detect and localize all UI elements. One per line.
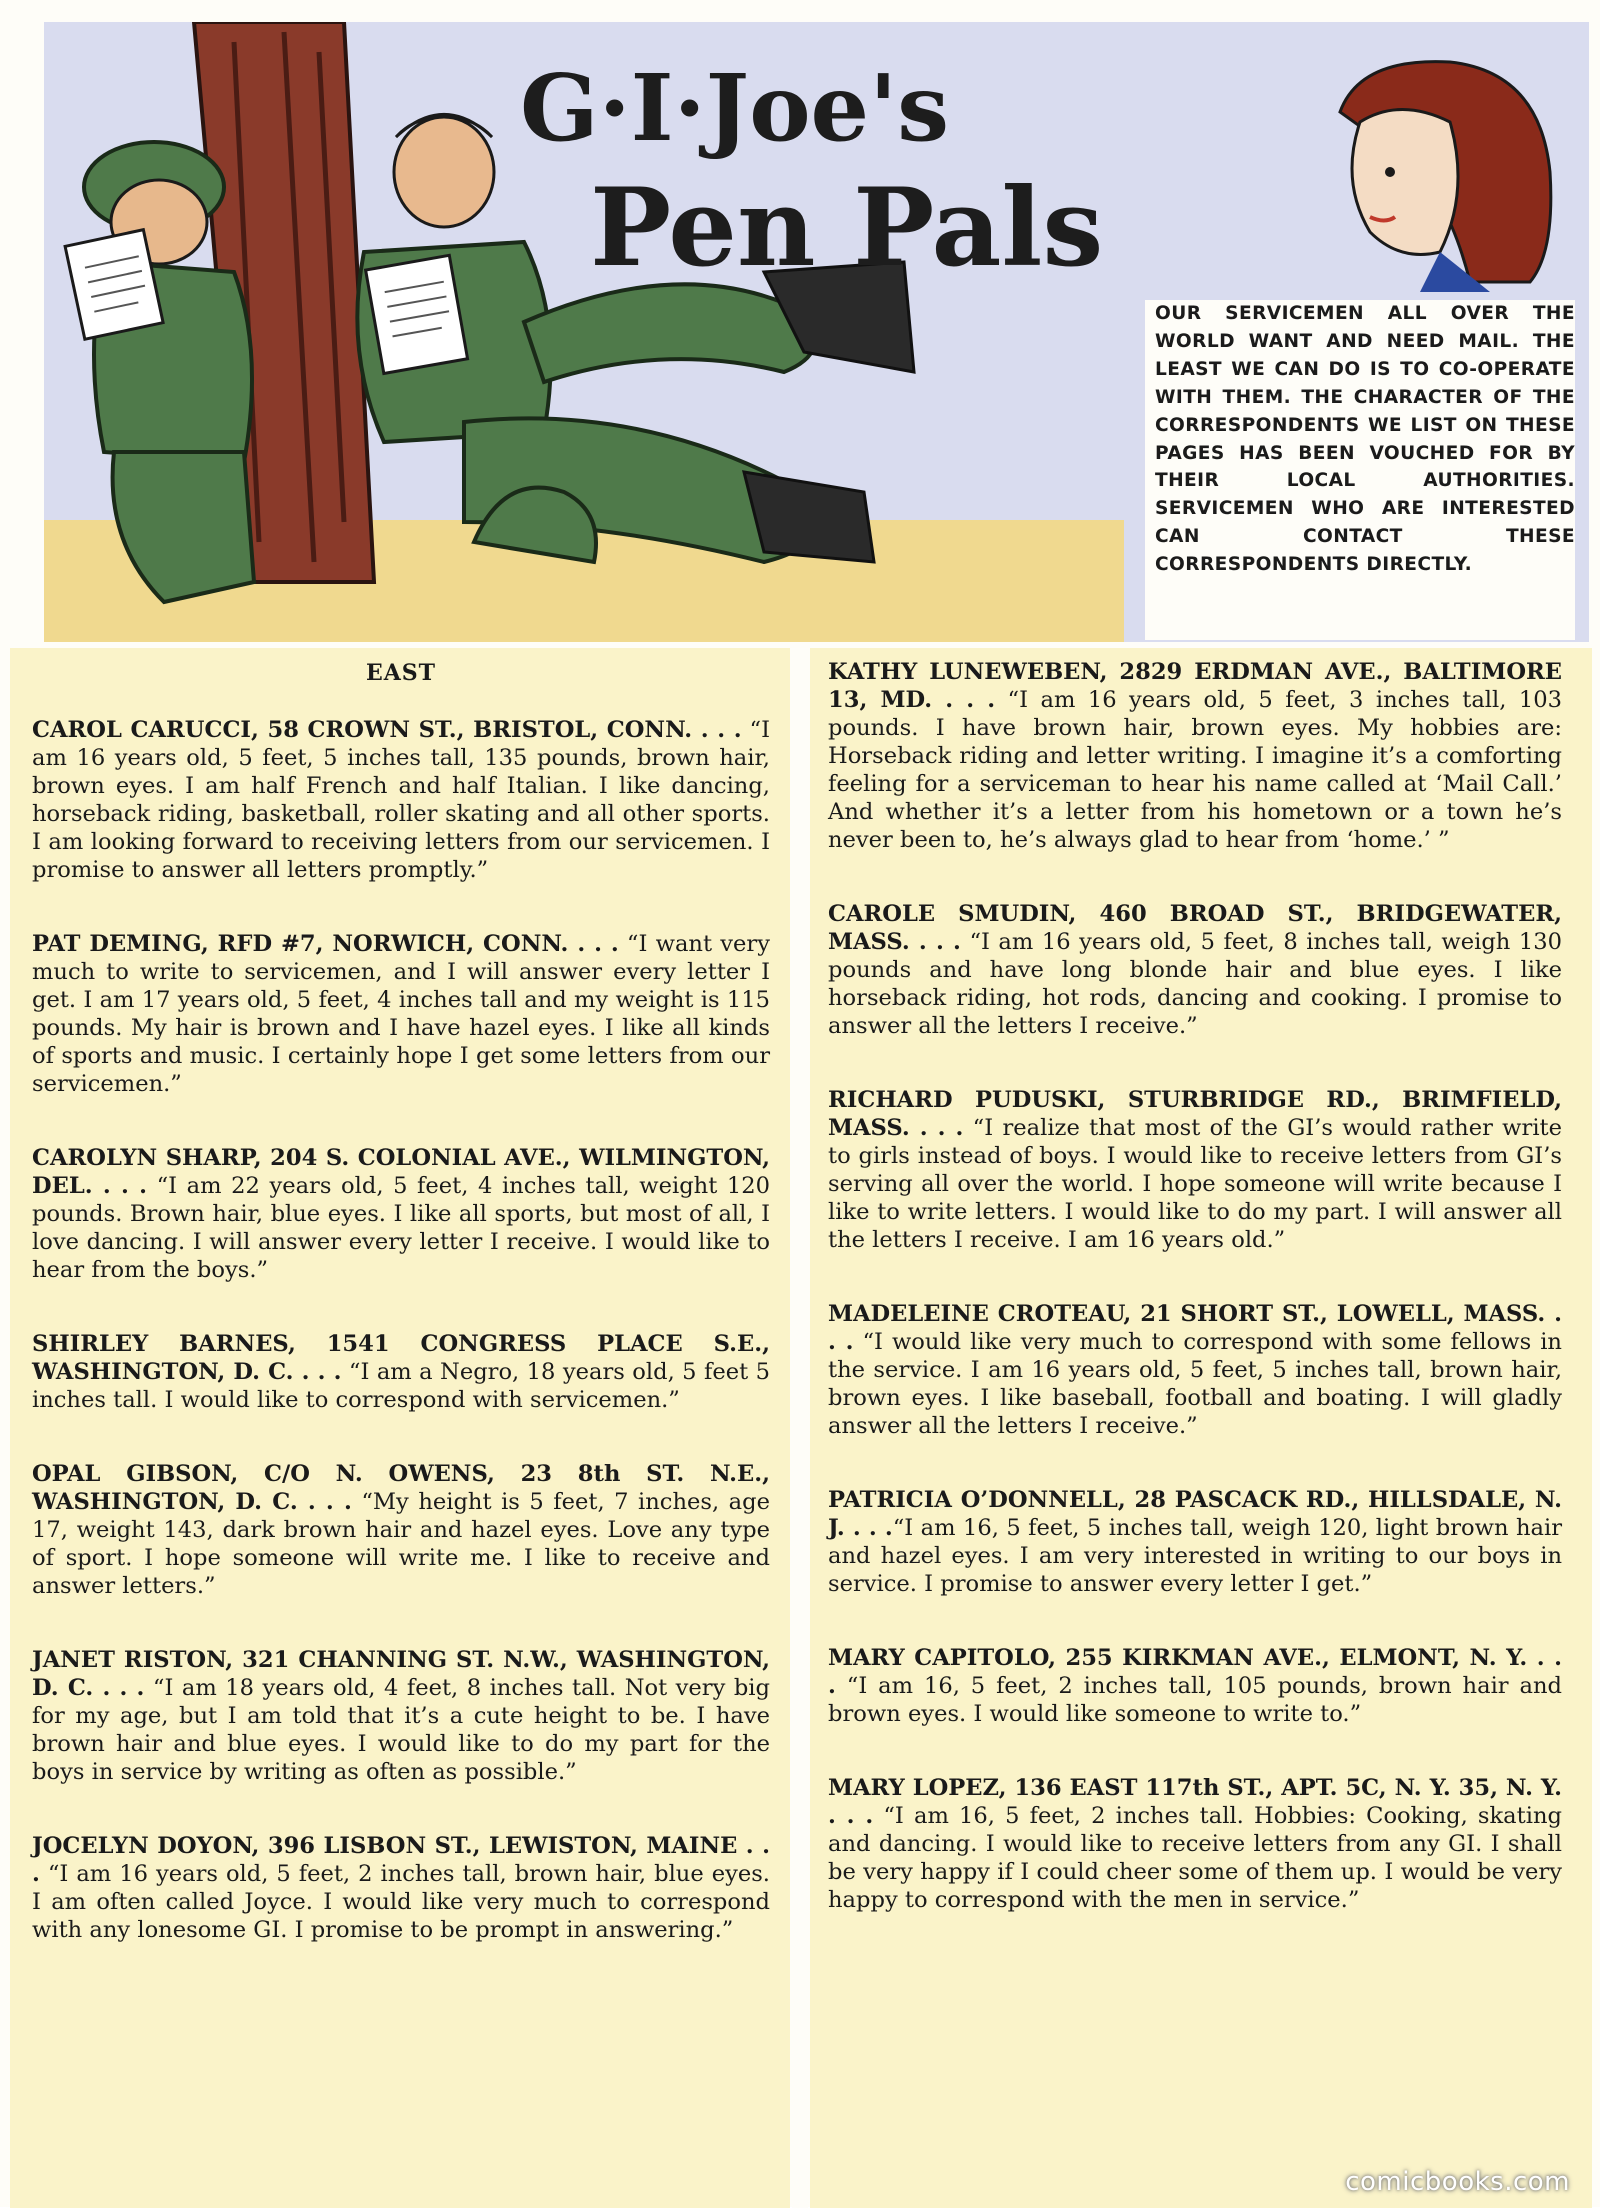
listing-text: “I am 22 years old, 5 feet, 4 inches tall, weight 120 pounds. Brown hair, blue eyes. I like all sports, but most of all, I love dancing. I will answer every letter I receive. I would like to hear from the boys.” bbox=[32, 1173, 770, 1283]
listing-entry bbox=[32, 1646, 770, 1786]
listing-text: “I am 16, 5 feet, 2 inches tall, 105 pounds, brown hair and brown eyes. I would like someone to write to.” bbox=[828, 1673, 1562, 1727]
region-heading: EAST bbox=[365, 660, 437, 686]
listing-text: “I am 16, 5 feet, 2 inches tall. Hobbies: Cooking, skating and dancing. I would like to receive letters from any GI. I shall be very happy if I could cheer some of them up. I would be very happy to correspond with the men in service.” bbox=[828, 1803, 1562, 1913]
listing-entry bbox=[32, 716, 770, 884]
listing-text: “I am a Negro, 18 years old, 5 feet 5 inches tall. I would like to correspond with servicemen.” bbox=[32, 1359, 770, 1413]
title-line-2: Pen Pals bbox=[590, 165, 1104, 291]
listing-name: MARY CAPITOLO, 255 KIRKMAN AVE., ELMONT, N. Y. . . . bbox=[828, 1645, 1562, 1699]
listing-text: “I would like very much to correspond with some fellows in the service. I am 16 years old, 5 feet, 5 inches tall, brown hair, brown eyes. I like baseball, football and boating. I will gladly answer all the letters I receive.” bbox=[828, 1329, 1562, 1439]
column-divider bbox=[792, 648, 808, 2208]
listing-entry bbox=[828, 1644, 1562, 1728]
listing-name: PATRICIA O’DONNELL, 28 PASCACK RD., HILLSDALE, N. J. . . . bbox=[828, 1487, 1562, 1541]
listing-text: “I am 18 years old, 4 feet, 8 inches tall. Not very big for my age, but I am told that it’s a cute height to be. I have brown hair and blue eyes. I would like to do my part for the boys in service by writing as often as possible.” bbox=[32, 1675, 770, 1785]
listing-text: “I am 16 years old, 5 feet, 2 inches tall, brown hair, blue eyes. I am often called Joyce. I would like very much to correspond with any lonesome GI. I promise to be prompt in answering.” bbox=[32, 1861, 770, 1943]
listing-entry bbox=[828, 1086, 1562, 1254]
listing-name: RICHARD PUDUSKI, STURBRIDGE RD., BRIMFIELD, MASS. . . . bbox=[828, 1087, 1562, 1141]
listing-entry bbox=[32, 1330, 770, 1414]
listing-text: “I realize that most of the GI’s would rather write to girls instead of boys. I would like to receive letters from GI’s serving all over the world. I hope someone will write because I like to write letters. I would like to do my part. I will answer all the letters I receive. I am 16 years old.” bbox=[828, 1115, 1562, 1253]
listing-entry bbox=[828, 1774, 1562, 1914]
listing-entry bbox=[828, 1300, 1562, 1440]
watermark: comicbooks.com bbox=[1345, 2167, 1570, 2197]
listing-text: “My height is 5 feet, 7 inches, age 17, weight 143, dark brown hair and hazel eyes. Love any type of sport. I hope someone will write me. I like to receive and answer letters.” bbox=[32, 1489, 770, 1599]
listing-name: CAROL CARUCCI, 58 CROWN ST., BRISTOL, CONN. . . . bbox=[32, 717, 742, 743]
title-line-1: G·I·Joe's bbox=[520, 55, 950, 162]
listing-name: MADELEINE CROTEAU, 21 SHORT ST., LOWELL, MASS. . . . bbox=[828, 1301, 1562, 1355]
listing-name: JANET RISTON, 321 CHANNING ST. N.W., WASHINGTON, D. C. . . . bbox=[32, 1647, 770, 1701]
listing-entry bbox=[828, 900, 1562, 1040]
intro-text: OUR SERVICEMEN ALL OVER THE WORLD WANT AND NEED MAIL. THE LEAST WE CAN DO IS TO CO-OPERATE WITH THEM. THE CHARACTER OF THE CORRESPONDENTS WE LIST ON THESE PAGES HAS BEEN VOUCHED FOR BY THEIR LOCAL AUTHORITIES. SERVICEMEN WHO ARE INTERESTED CAN CONTACT THESE CORRESPONDENTS DIRECTLY. bbox=[1145, 300, 1575, 640]
listing-entry bbox=[32, 1832, 770, 1944]
listing-name: CAROLE SMUDIN, 460 BROAD ST., BRIDGEWATER, MASS. . . . bbox=[828, 901, 1562, 955]
listing-name: OPAL GIBSON, C/O N. OWENS, 23 8th ST. N.E., WASHINGTON, D. C. . . . bbox=[32, 1461, 770, 1515]
listing-name: PAT DEMING, RFD #7, NORWICH, CONN. . . . bbox=[32, 931, 619, 957]
listing-entry bbox=[828, 1486, 1562, 1598]
listing-name: JOCELYN DOYON, 396 LISBON ST., LEWISTON, MAINE . . . bbox=[32, 1833, 770, 1887]
listing-name: SHIRLEY BARNES, 1541 CONGRESS PLACE S.E., WASHINGTON, D. C. . . . bbox=[32, 1331, 770, 1385]
listing-name: KATHY LUNEWEBEN, 2829 ERDMAN AVE., BALTIMORE 13, MD. . . . bbox=[828, 659, 1562, 713]
listing-entry bbox=[32, 1460, 770, 1600]
listing-text: “I am 16 years old, 5 feet, 5 inches tall, 135 pounds, brown hair, brown eyes. I am half French and half Italian. I like dancing, horseback riding, basketball, roller skating and all other sports. I am looking forward to receiving letters from our servicemen. I promise to answer all letters promptly.” bbox=[32, 717, 770, 883]
listing-text: “I am 16 years old, 5 feet, 8 inches tall, weigh 130 pounds and have long blonde hair and blue eyes. I like horseback riding, hot rods, dancing and cooking. I promise to answer all the letters I receive.” bbox=[828, 929, 1562, 1039]
listing-name: MARY LOPEZ, 136 EAST 117th ST., APT. 5C, N. Y. 35, N. Y. . . . bbox=[828, 1775, 1562, 1829]
page-title bbox=[500, 55, 1300, 305]
listing-entry bbox=[828, 658, 1562, 854]
listing-entry bbox=[32, 930, 770, 1098]
listing-text: “I am 16 years old, 5 feet, 3 inches tall, 103 pounds. I have brown hair, brown eyes. My hobbies are: Horseback riding and letter writing. I imagine it’s a comforting feeling for a serviceman to hear his name called at ‘Mail Call.’ And whether it’s a letter from his hometown or a town he’s never been to, he’s always glad to hear from ‘home.’ ” bbox=[828, 687, 1562, 853]
left-column bbox=[10, 648, 790, 2208]
right-column bbox=[810, 648, 1592, 2208]
girl-portrait-illustration bbox=[1300, 52, 1570, 292]
listing-text: “I want very much to write to servicemen, and I will answer every letter I get. I am 17 years old, 5 feet, 4 inches tall and my weight is 115 pounds. My hair is brown and I have hazel eyes. I like all kinds of sports and music. I certainly hope I get some letters from our servicemen.” bbox=[32, 931, 770, 1097]
listing-name: CAROLYN SHARP, 204 S. COLONIAL AVE., WILMINGTON, DEL. . . . bbox=[32, 1145, 770, 1199]
listing-text: “I am 16, 5 feet, 5 inches tall, weigh 120, light brown hair and hazel eyes. I am very interested in writing to our boys in service. I promise to answer every letter I get.” bbox=[828, 1515, 1562, 1597]
listing-entry bbox=[32, 1144, 770, 1284]
